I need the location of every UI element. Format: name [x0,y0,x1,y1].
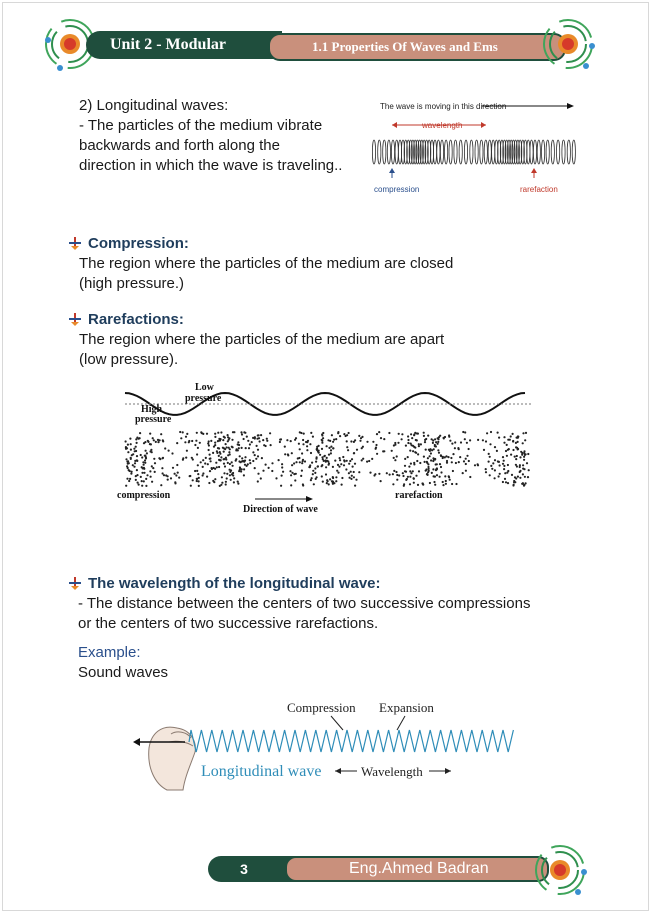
example-text: Sound waves [78,664,169,681]
longitudinal-line-1: - The particles of the medium vibrate [79,117,323,134]
topic-label-badge [268,33,566,61]
longitudinal-line-3: direction in which the wave is traveling.. [79,157,343,174]
fig2-rarefaction-label: rarefaction [395,490,443,501]
atom-logo-icon-right [540,16,600,72]
rarefactions-line-2: (low pressure). [79,351,179,368]
pressure-wave-figure [115,378,535,520]
wavelength-section [68,574,588,683]
fig3-wavelength-label: Wavelength [361,764,423,779]
longitudinal-section [79,96,369,176]
unit-label: Unit 2 - Modular [110,36,226,53]
fig1-direction-label: The wave is moving in this direction [380,102,507,111]
longitudinal-heading: 2) Longitudinal waves: [79,97,229,114]
pin-bullet-icon [68,576,82,590]
hand-icon [149,727,196,790]
fig3-expansion-label: Expansion [379,700,434,715]
author-name: Eng.Ahmed Badran [349,860,489,877]
fig2-compression-label: compression [117,490,171,501]
fig1-wavelength-label: wavelength [422,121,463,130]
atom-logo-icon-footer [532,842,592,898]
unit-label-badge [86,31,282,59]
rarefactions-section [68,310,548,370]
compression-line-2: (high pressure.) [79,275,185,292]
wavelength-line-2: or the centers of two successive rarefactions. [78,615,379,632]
longitudinal-wave-figure [370,96,582,200]
wavelength-heading: The wavelength of the longitudinal wave: [88,575,381,592]
rarefactions-line-1: The region where the particles of the medium are apart [79,331,445,348]
pin-bullet-icon [68,236,82,250]
compression-section [68,234,548,294]
compression-heading: Compression: [88,235,189,252]
fig2-high-label: High [141,404,163,415]
example-label: Example: [78,644,141,661]
fig1-spring-coils [372,140,575,164]
topic-label: 1.1 Properties Of Waves and Ems [312,39,498,54]
author-badge [285,856,549,882]
page-number: 3 [240,861,248,877]
fig2-low-label-2: pressure [185,393,222,404]
compression-line-1: The region where the particles of the medium are closed [79,255,454,272]
fig3-spring-coils [189,730,513,752]
fig2-high-label-2: pressure [135,414,172,425]
fig3-longitudinal-label: Longitudinal wave [201,763,322,780]
wavelength-line-1: - The distance between the centers of two successive compressions [78,595,531,612]
pin-bullet-icon [68,312,82,326]
fig1-compression-label: compression [374,185,420,194]
fig1-rarefaction-label: rarefaction [520,185,558,194]
fig2-particles [125,431,530,487]
fig2-low-label: Low [195,382,214,393]
fig2-direction-label: Direction of wave [243,504,318,515]
fig3-compression-label: Compression [287,700,356,715]
longitudinal-line-2: backwards and forth along the [79,137,280,154]
rarefactions-heading: Rarefactions: [88,311,184,328]
sound-wave-figure [125,690,520,794]
